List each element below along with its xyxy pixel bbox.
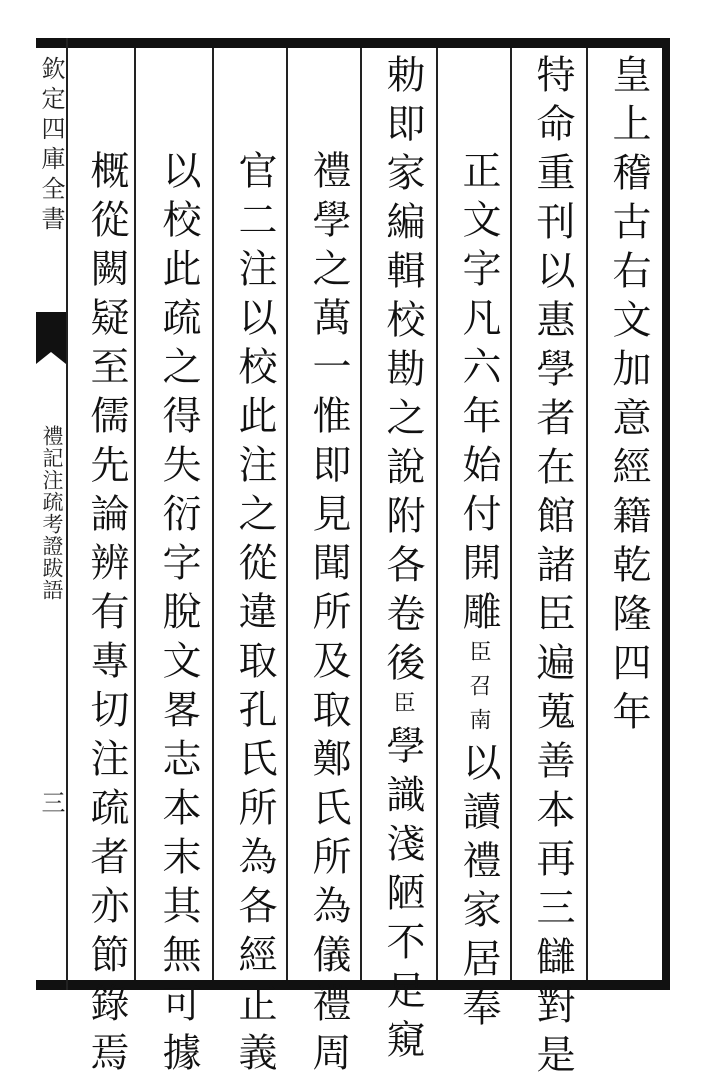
column-rule bbox=[286, 48, 288, 980]
text-column-5 bbox=[292, 150, 356, 1081]
column-text: 禮學之萬一惟即見聞所及取鄭氏所為儀禮周 bbox=[306, 150, 351, 1081]
text-column-1 bbox=[592, 54, 656, 740]
column-text: 皇上稽古右文加意經籍乾隆四年 bbox=[606, 54, 651, 740]
column-rule bbox=[586, 48, 588, 980]
column-text: 正文字凡六年始付開雕 bbox=[456, 150, 501, 640]
text-column-6 bbox=[218, 150, 282, 1081]
text-column-7 bbox=[142, 150, 206, 1081]
annotation-note: 臣 bbox=[390, 691, 415, 725]
column-text: 官二注以校此注之從違取孔氏所為各經正義 bbox=[232, 150, 277, 1081]
book-title: 禮記注疏考證跋語 bbox=[40, 425, 64, 601]
text-column-2 bbox=[516, 54, 580, 1083]
text-column-8 bbox=[70, 150, 134, 1081]
page-number: 三 bbox=[37, 790, 65, 814]
margin-divider-line bbox=[66, 38, 68, 990]
column-text: 以校此疏之得失衍字脫文畧志本末其無可據 bbox=[156, 150, 201, 1081]
annotation-note: 臣召南 bbox=[466, 640, 491, 742]
column-rule bbox=[212, 48, 214, 980]
column-rule bbox=[510, 48, 512, 980]
fishtail-tip bbox=[36, 352, 66, 364]
frame-right-border bbox=[662, 38, 670, 990]
column-rule bbox=[360, 48, 362, 980]
column-text-tail: 以讀禮家居奉 bbox=[456, 742, 501, 1036]
text-column-4 bbox=[366, 54, 430, 1068]
frame-top-border bbox=[36, 38, 670, 48]
fishtail-mark bbox=[36, 312, 66, 352]
series-title: 欽定四庫全書 bbox=[37, 56, 65, 236]
column-rule bbox=[134, 48, 136, 980]
column-text-tail: 學識淺陋不足窺 bbox=[380, 725, 425, 1068]
text-column-3 bbox=[442, 150, 506, 1036]
column-text: 特命重刊以惠學者在館諸臣遍蒐善本再三讎對是 bbox=[530, 54, 575, 1083]
column-text: 概從闕疑至儒先論辨有專切注疏者亦節錄焉 bbox=[84, 150, 129, 1081]
column-text: 勅即家編輯校勘之說附各卷後 bbox=[380, 54, 425, 691]
column-rule bbox=[436, 48, 438, 980]
